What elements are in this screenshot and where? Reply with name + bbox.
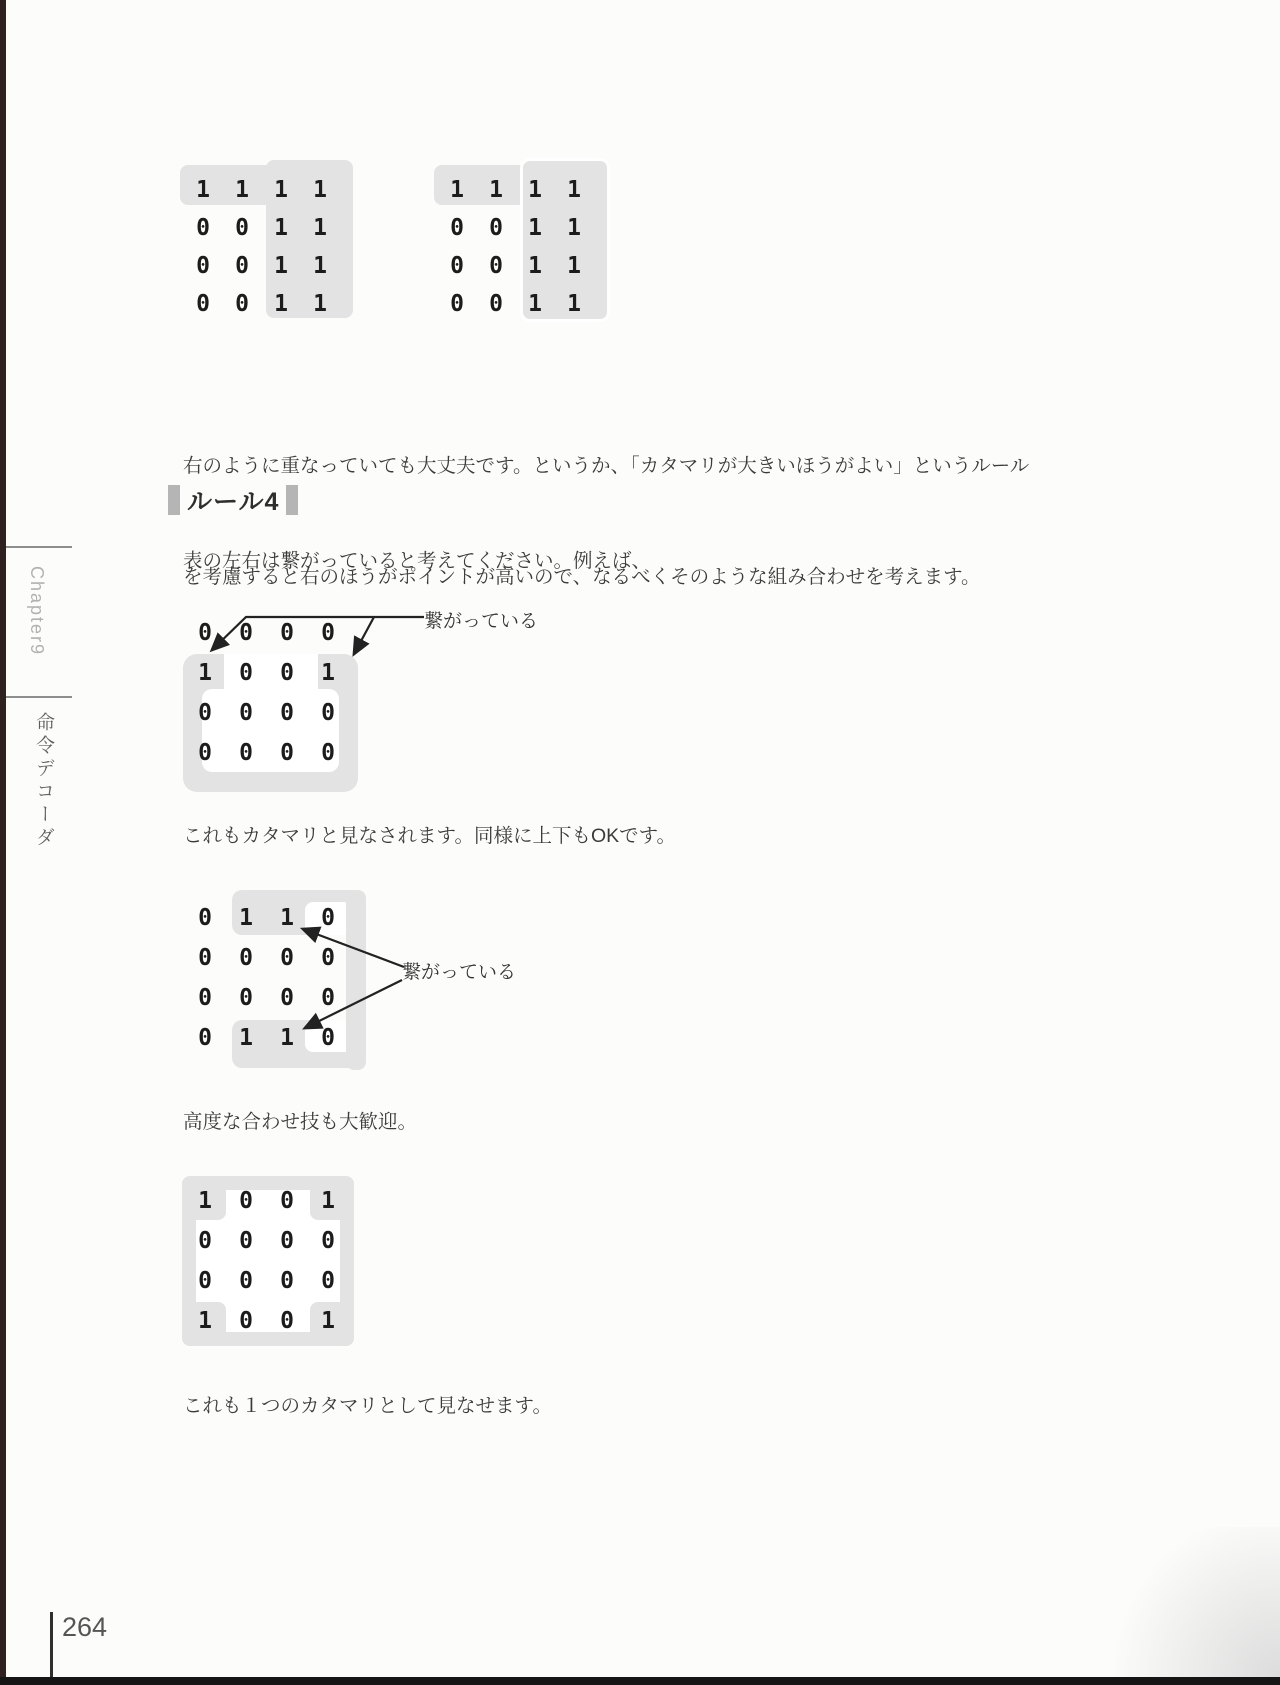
matrix-cell: 0: [198, 620, 212, 646]
page-edge-left: [0, 0, 6, 1685]
page-number-rule: [50, 1612, 53, 1685]
matrix-cell: 0: [239, 1188, 253, 1214]
matrix-cell: 0: [280, 740, 294, 766]
matrix-cell: 0: [235, 215, 249, 241]
matrix-cell: 0: [489, 291, 503, 317]
matrix-cell: 1: [235, 177, 249, 203]
matrix-cell: 1: [196, 177, 210, 203]
matrix-cell: 1: [313, 291, 327, 317]
matrix-cell: 0: [321, 1268, 335, 1294]
paragraph-lr-result: これもカタマリと見なされます。同様に上下もOKです。: [183, 825, 677, 847]
paragraph-rule4-intro: 表の左右は繋がっていると考えてください。例えば、: [183, 550, 652, 572]
matrix-cell: 0: [489, 253, 503, 279]
matrix-cell: 0: [450, 215, 464, 241]
matrix-cell: 0: [198, 1268, 212, 1294]
matrix-cell: 1: [239, 1025, 253, 1051]
matrix-cell: 0: [198, 985, 212, 1011]
paragraph-line: 右のように重なっていても大丈夫です。というか、「カタマリが大きいほうがよい」というルール: [183, 455, 1030, 477]
matrix-cell: 0: [280, 660, 294, 686]
matrix-cell: 0: [239, 1268, 253, 1294]
matrix-cell: 1: [321, 1308, 335, 1334]
matrix-cell: 0: [321, 700, 335, 726]
matrix-cell: 0: [450, 291, 464, 317]
rule4-heading: [168, 482, 298, 518]
matrix-cell: 1: [198, 1308, 212, 1334]
matrix-cell: 0: [235, 253, 249, 279]
matrix-cell: 0: [280, 1308, 294, 1334]
matrix-cell: 0: [321, 1025, 335, 1051]
sidebar-section-label: 命令デコーダ: [33, 712, 54, 850]
matrix-cell: 0: [198, 1228, 212, 1254]
matrix-cell: 1: [450, 177, 464, 203]
matrix-cell: 0: [196, 253, 210, 279]
matrix-cell: 1: [528, 177, 542, 203]
matrix-cell: 0: [280, 1268, 294, 1294]
matrix-cell: 1: [567, 215, 581, 241]
matrix-cell: 1: [528, 291, 542, 317]
matrix-cell: 1: [198, 1188, 212, 1214]
matrix-cell: 0: [196, 215, 210, 241]
heading-bar-left: [168, 485, 180, 515]
matrix-cell: 0: [239, 740, 253, 766]
paragraph-combo-result: これも１つのカタマリとして見なせます。: [183, 1395, 552, 1417]
matrix-cell: 0: [198, 945, 212, 971]
matrix-cell: 0: [321, 740, 335, 766]
matrix-cell: 0: [239, 1308, 253, 1334]
matrix-cell: 1: [313, 215, 327, 241]
matrix-cell: 0: [321, 945, 335, 971]
matrix-cell: 1: [567, 177, 581, 203]
matrix-cell: 1: [567, 253, 581, 279]
page-edge-bottom: [0, 1677, 1280, 1685]
sidebar-chapter-label: Chapter9: [27, 566, 47, 657]
page-number: 264: [62, 1612, 108, 1642]
matrix-cell: 1: [489, 177, 503, 203]
matrix-cell: 1: [313, 253, 327, 279]
matrix-cell: 0: [239, 945, 253, 971]
matrix-cell: 1: [567, 291, 581, 317]
matrix-cell: 0: [489, 215, 503, 241]
matrix-cell: 1: [321, 660, 335, 686]
matrix-cell: 0: [321, 985, 335, 1011]
matrix-cell: 0: [198, 905, 212, 931]
matrix-cell: 1: [280, 905, 294, 931]
paragraph-line: を考慮すると右のほうがポイントが高いので、なるべくそのような組み合わせを考えます。: [183, 566, 981, 588]
matrix-cell: 0: [321, 620, 335, 646]
matrix-cell: 0: [321, 1228, 335, 1254]
matrix-cell: 1: [274, 177, 288, 203]
matrix-cell: 1: [528, 253, 542, 279]
sidebar-divider-bottom: [6, 696, 72, 698]
matrix-cell: 0: [239, 620, 253, 646]
matrix-cell: 0: [239, 660, 253, 686]
matrix-cell: 1: [280, 1025, 294, 1051]
matrix-cell: 1: [239, 905, 253, 931]
matrix-cell: 0: [196, 291, 210, 317]
heading-text: ルール4: [187, 488, 280, 516]
matrix-cell: 1: [313, 177, 327, 203]
heading-bar-right: [286, 485, 298, 515]
matrix-cell: 0: [280, 1188, 294, 1214]
sidebar-divider-top: [6, 546, 72, 548]
matrix-top-right: [445, 177, 586, 317]
matrix-cell: 0: [280, 985, 294, 1011]
matrix-cell: 1: [274, 291, 288, 317]
paragraph-advanced: 高度な合わせ技も大歓迎。: [183, 1111, 418, 1133]
page-curl-shadow: [1090, 1527, 1280, 1677]
matrix-cell: 0: [235, 291, 249, 317]
connected-arrows-1: [200, 596, 440, 668]
matrix-top-left: [191, 177, 332, 317]
connected-label-2: 繋がっている: [402, 962, 517, 983]
matrix-cell: 0: [198, 740, 212, 766]
connected-label-1: 繋がっている: [424, 611, 539, 632]
matrix-cell: 0: [239, 985, 253, 1011]
matrix-cell: 1: [198, 660, 212, 686]
matrix-cell: 0: [450, 253, 464, 279]
matrix-cell: 0: [239, 700, 253, 726]
matrix-cell: 0: [239, 1228, 253, 1254]
matrix-combo-example: [193, 1188, 340, 1334]
matrix-cell: 0: [280, 700, 294, 726]
matrix-cell: 0: [198, 700, 212, 726]
matrix-cell: 0: [280, 620, 294, 646]
matrix-cell: 1: [274, 253, 288, 279]
matrix-cell: 1: [528, 215, 542, 241]
matrix-cell: 1: [321, 1188, 335, 1214]
matrix-cell: 0: [321, 905, 335, 931]
matrix-cell: 0: [280, 945, 294, 971]
matrix-cell: 0: [280, 1228, 294, 1254]
matrix-cell: 1: [274, 215, 288, 241]
matrix-cell: 0: [198, 1025, 212, 1051]
